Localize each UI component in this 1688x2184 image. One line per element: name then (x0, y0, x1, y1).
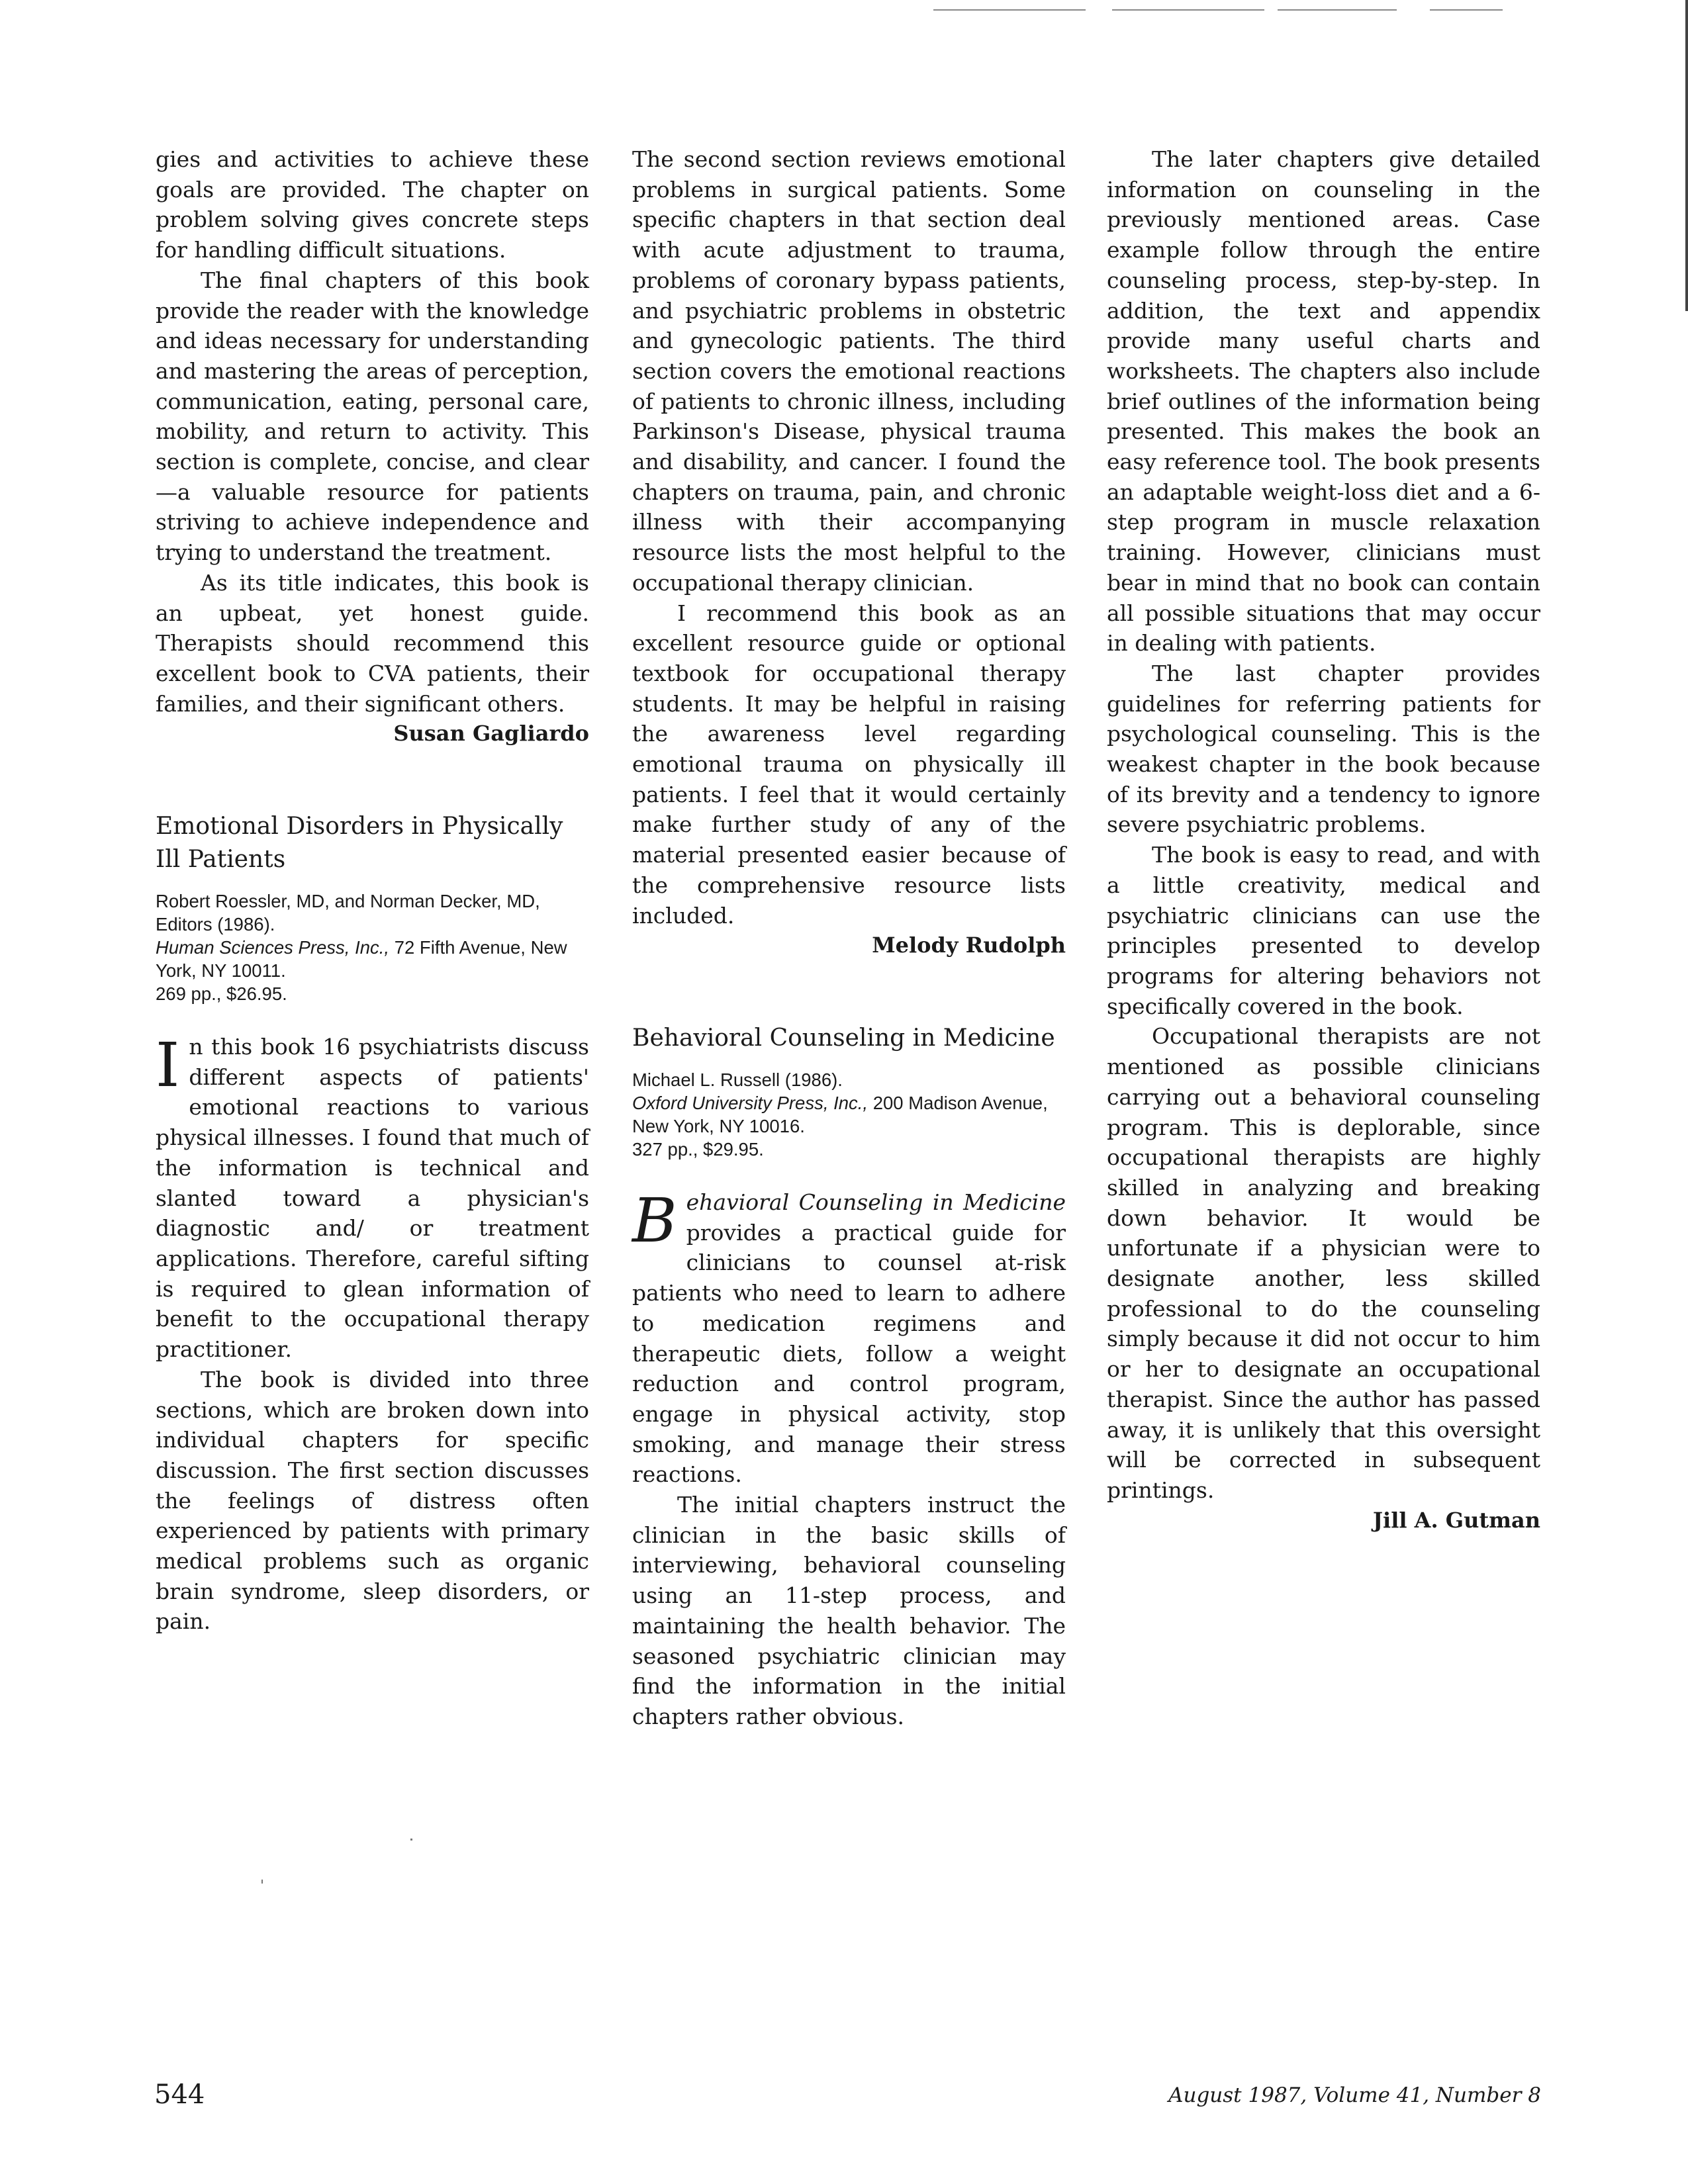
paragraph (632, 1187, 1066, 1490)
paragraph-text: n this book 16 psychiatrists discuss different aspects of patients' emotional reactions to various physical illnesses. I found that much of the information is technical and slanted toward a physician's diagnostic and/ or treatment applications. Therefore, careful sifting is required to glean information of benefit to the occupational therapy practitioner. (156, 1034, 589, 1363)
paragraph: The second section reviews emotional problems in surgical patients. Some specific chapters in that section deal with acute adjustment to trauma, problems of coronary bypass patients, and psychiatric problems in obstetric and gynecologic patients. The third section covers the emotional reactions of patients to chronic illness, including Parkinson's Disease, physical trauma and disability, and cancer. I found the chapters on trauma, pain, and chronic illness with their accompanying resource lists the most helpful to the occupational therapy clinician. (632, 146, 1066, 596)
drop-cap: B (632, 1185, 677, 1256)
bibliographic-info (156, 889, 589, 1005)
publisher-address: 72 Fifth Avenue, New York, NY 10011. (156, 937, 567, 981)
author: Michael L. Russell (1986). (632, 1069, 843, 1090)
authors: Robert Roessler, MD, and Norman Decker, MD, Editors (1986). (156, 891, 540, 935)
publisher-line (156, 936, 589, 982)
scan-line (1112, 9, 1264, 11)
drop-cap: I (156, 1030, 180, 1101)
paragraph: Occupational therapists are not mentioned as possible clinicians carrying out a behavioral counseling program. This is deplorable, since occupational therapists are highly skilled in analyzing and breaking down behavior. It would be unfortunate if a physician were to designate another, less skilled professional to do the counseling simply because it did not occur to him or her to designate an occupational therapist. Since the author has passed away, it is unlikely that this oversight will be corrected in subsequent printings. (1107, 1023, 1540, 1503)
paragraph (156, 1032, 589, 1365)
paragraph: The book is easy to read, and with a little creativity, medical and psychiatric clinicians can use the principles presented to develop programs for altering behaviors not specifically covered in the book. (1107, 842, 1540, 1019)
scan-line (933, 9, 1086, 11)
scan-edge (1685, 0, 1688, 311)
paragraph: The final chapters of this book provide the reader with the knowledge and ideas necessary for understanding and mastering the areas of perception, communication, eating, personal care, mobility, and return to activity. This section is complete, concise, and clear—a valuable resource for patients striving to achieve independence and trying to understand the treatment. (156, 267, 589, 566)
paragraph: I recommend this book as an excellent resource guide or optional textbook for occupational therapy students. It may be helpful in raising the awareness level regarding emotional trauma on physically ill patients. I feel that it would certainly make further study of any of the material presented easier because of the comprehensive resource lists included. (632, 600, 1066, 929)
paragraph: As its title indicates, this book is an upbeat, yet honest guide. Therapists should recommend this excellent book to CVA patients, their families, and their significant others. (156, 569, 589, 717)
review-title: Emotional Disorders in Physically Ill Patients (156, 813, 563, 874)
paragraph: The last chapter provides guidelines for referring patients for psychological counseling. This is the weakest chapter in the book because of its brevity and a tendency to ignore severe psychiatric problems. (1107, 660, 1540, 838)
review-title: Behavioral Counseling in Medicine (632, 1024, 1055, 1052)
speck (261, 1880, 263, 1884)
paragraph: The later chapters give detailed information on counseling in the previously mentioned areas. Case example follow through the entire counseling process, step-by-step. In addition, the text and appendix provide many useful charts and worksheets. The chapters also include brief outlines of the information being presented. This makes the book an easy reference tool. The book presents an adaptable weight-loss diet and a 6-step program in muscle relaxation training. However, clinicians must bear in mind that no book can contain all possible situations that may occur in dealing with patients. (1107, 146, 1540, 657)
reviewer-signature: Melody Rudolph (872, 933, 1066, 958)
paragraph: The book is divided into three sections, which are broken down into individual chapters for specific discussion. The first section discusses the feelings of distress often experienced by patients with primary medical problems such as organic brain syndrome, sleep disorders, or pain. (156, 1366, 589, 1635)
speck (410, 1839, 412, 1841)
reviewer-signature: Susan Gagliardo (393, 721, 589, 747)
book-title-italic: ehavioral Counseling in Medicine (686, 1189, 1066, 1215)
publisher: Oxford University Press, Inc., (632, 1092, 868, 1113)
paragraph: gies and activities to achieve these goals are provided. The chapter on problem solving gives concrete steps for handling difficult situations. (156, 146, 589, 263)
page-number: 544 (154, 2079, 205, 2110)
publisher-line (632, 1091, 1066, 1138)
paragraph: The initial chapters instruct the clinician in the basic skills of interviewing, behavioral counseling using an 11-step process, and maintaining the health behavior. The seasoned psychiatric clinician may find the information in the initial chapters rather obvious. (632, 1492, 1066, 1729)
scan-line (1430, 9, 1503, 11)
publisher: Human Sciences Press, Inc., (156, 937, 390, 958)
column-2 (632, 144, 1066, 1732)
issue-info: August 1987, Volume 41, Number 8 (1168, 2083, 1541, 2107)
column-1 (156, 144, 589, 1637)
scan-line (1278, 9, 1397, 11)
pages-price: 327 pp., $29.95. (632, 1138, 764, 1160)
publisher-address: 200 Madison Avenue, New York, NY 10016. (632, 1092, 1048, 1136)
reviewer-signature: Jill A. Gutman (1372, 1507, 1540, 1533)
paragraph-text: provides a practical guide for clinicians to counsel at-risk patients who need to learn to adhere to medication regimens and therapeutic diets, follow a weight reduction and control program, engage in physical activity, stop smoking, and manage their stress reactions. (632, 1219, 1066, 1488)
bibliographic-info (632, 1068, 1066, 1161)
column-3 (1107, 144, 1540, 1535)
pages-price: 269 pp., $26.95. (156, 983, 287, 1005)
